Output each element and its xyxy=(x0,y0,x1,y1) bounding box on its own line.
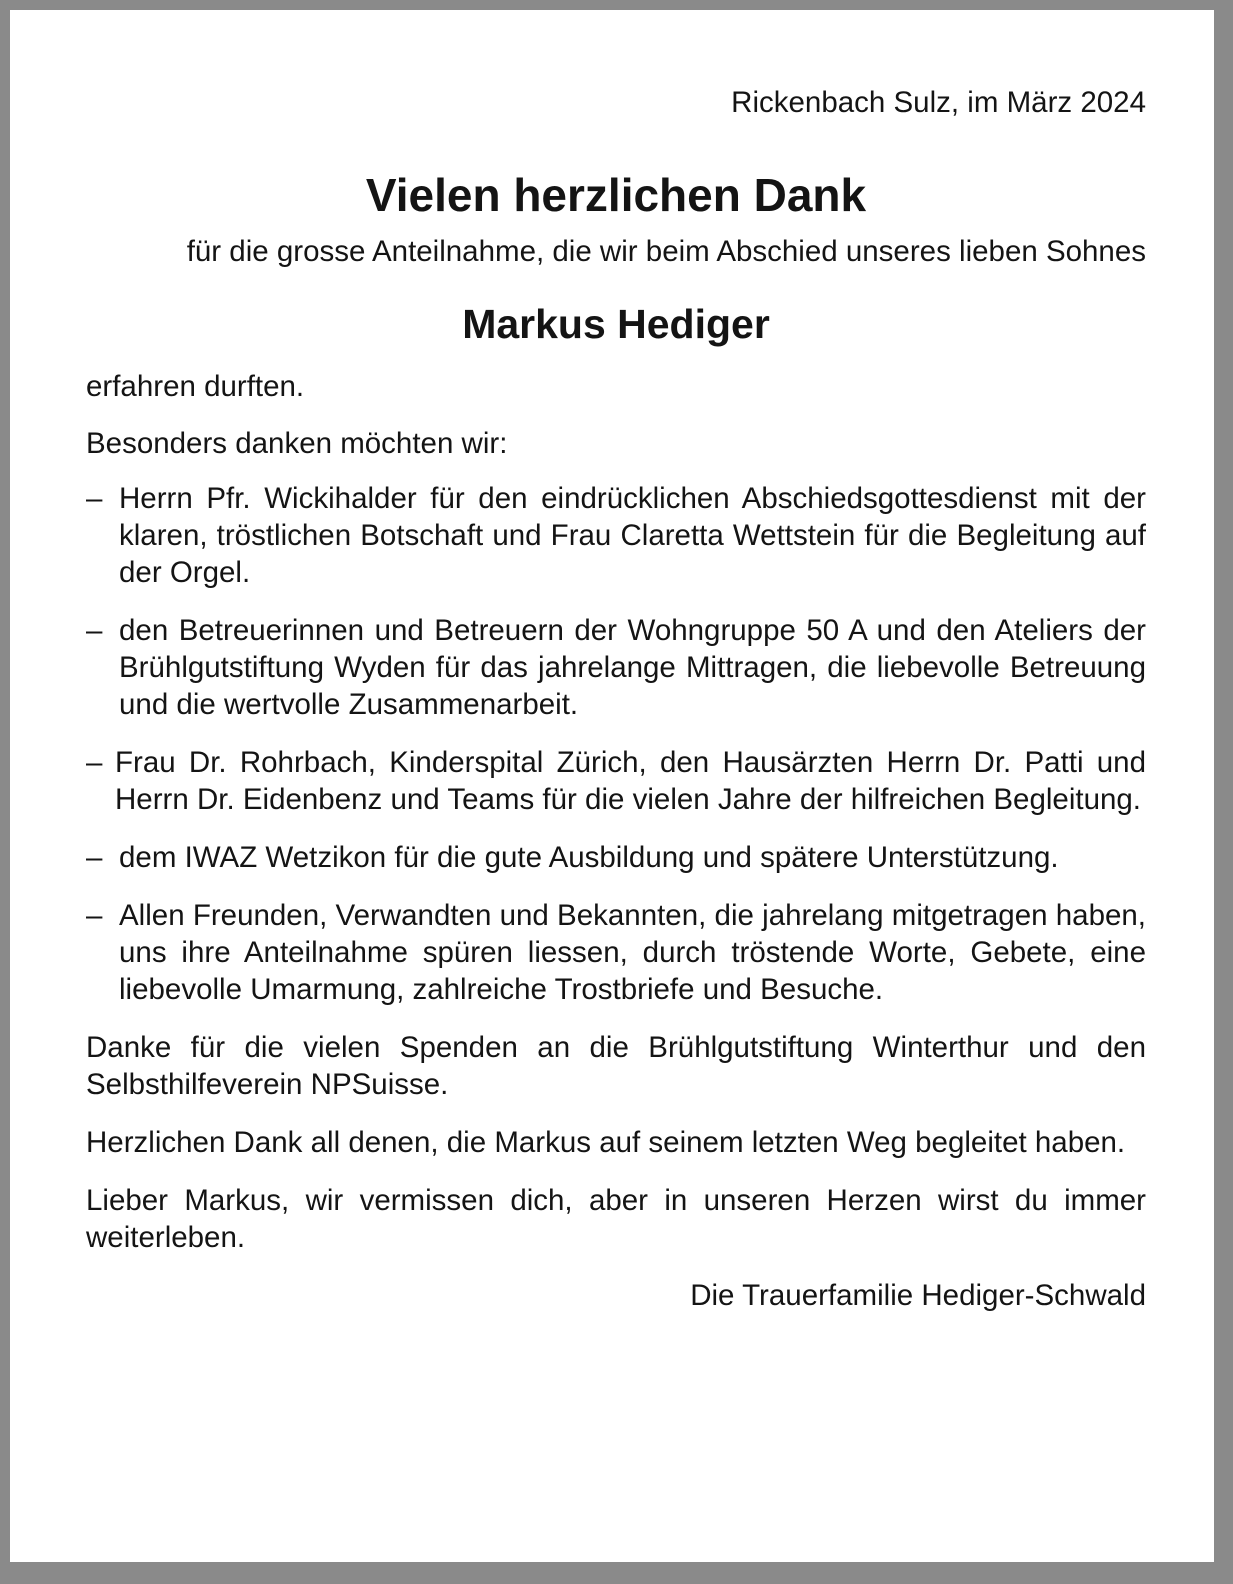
list-item-text: Allen Freunden, Verwandten und Bekannten, die jahrelang mitgetragen haben, uns ihre Anteilnahme spüren liessen, durch tröstende Worte, Gebete, eine liebevolle Umarmung, zahlreiche Trostbriefe und Besuche. xyxy=(119,899,1146,1006)
list-item xyxy=(86,897,1146,1008)
family-signature: Die Trauerfamilie Hediger-Schwald xyxy=(690,1279,1146,1312)
list-item-text: Herrn Pfr. Wickihalder für den eindrücklichen Abschiedsgottesdienst mit der klaren, tröstlichen Botschaft und Frau Claretta Wettstein für die Begleitung auf der Orgel. xyxy=(119,482,1146,589)
farewell-paragraph: Lieber Markus, wir vermissen dich, aber in unseren Herzen wirst du immer weiterleben. xyxy=(86,1184,1146,1254)
list-item xyxy=(86,612,1146,723)
dash-bullet: – xyxy=(86,482,103,515)
dash-bullet: – xyxy=(86,746,103,779)
notice-title: Vielen herzlichen Dank xyxy=(365,169,867,221)
donations-paragraph: Danke für die vielen Spenden an die Brühlgutstiftung Winterthur und den Selbsthilfeverein NPSuisse. xyxy=(86,1031,1146,1101)
dash-bullet: – xyxy=(86,614,103,647)
notice-content xyxy=(86,84,1146,1314)
special-thanks-heading: Besonders danken möchten wir: xyxy=(86,427,508,460)
list-item-text: Frau Dr. Rohrbach, Kinderspital Zürich, den Hausärzten Herrn Dr. Patti und Herrn Dr. Eidenbenz und Teams für die vielen Jahre der hilfreichen Begleitung. xyxy=(115,746,1146,816)
thanks-list xyxy=(86,480,1146,1008)
deceased-name: Markus Hediger xyxy=(462,301,770,347)
list-item-text: dem IWAZ Wetzikon für die gute Ausbildung und spätere Unterstützung. xyxy=(119,841,1059,874)
place-date: Rickenbach Sulz, im März 2024 xyxy=(731,86,1146,119)
thanks-all-paragraph: Herzlichen Dank all denen, die Markus auf seinem letzten Weg begleitet haben. xyxy=(86,1126,1126,1159)
dash-bullet: – xyxy=(86,899,103,932)
after-name-text: erfahren durften. xyxy=(86,370,305,403)
list-item xyxy=(86,480,1146,591)
list-item xyxy=(86,839,1146,876)
notice-page xyxy=(10,10,1214,1562)
list-item xyxy=(86,744,1146,818)
dash-bullet: – xyxy=(86,841,103,874)
intro-text: für die grosse Anteilnahme, die wir beim Abschied unseres lieben Sohnes xyxy=(186,235,1146,268)
list-item-text: den Betreuerinnen und Betreuern der Wohngruppe 50 A und den Ateliers der Brühlgutstiftung Wyden für das jahrelange Mittragen, die liebevolle Betreuung und die wertvolle Zusammenarbeit. xyxy=(119,614,1146,721)
